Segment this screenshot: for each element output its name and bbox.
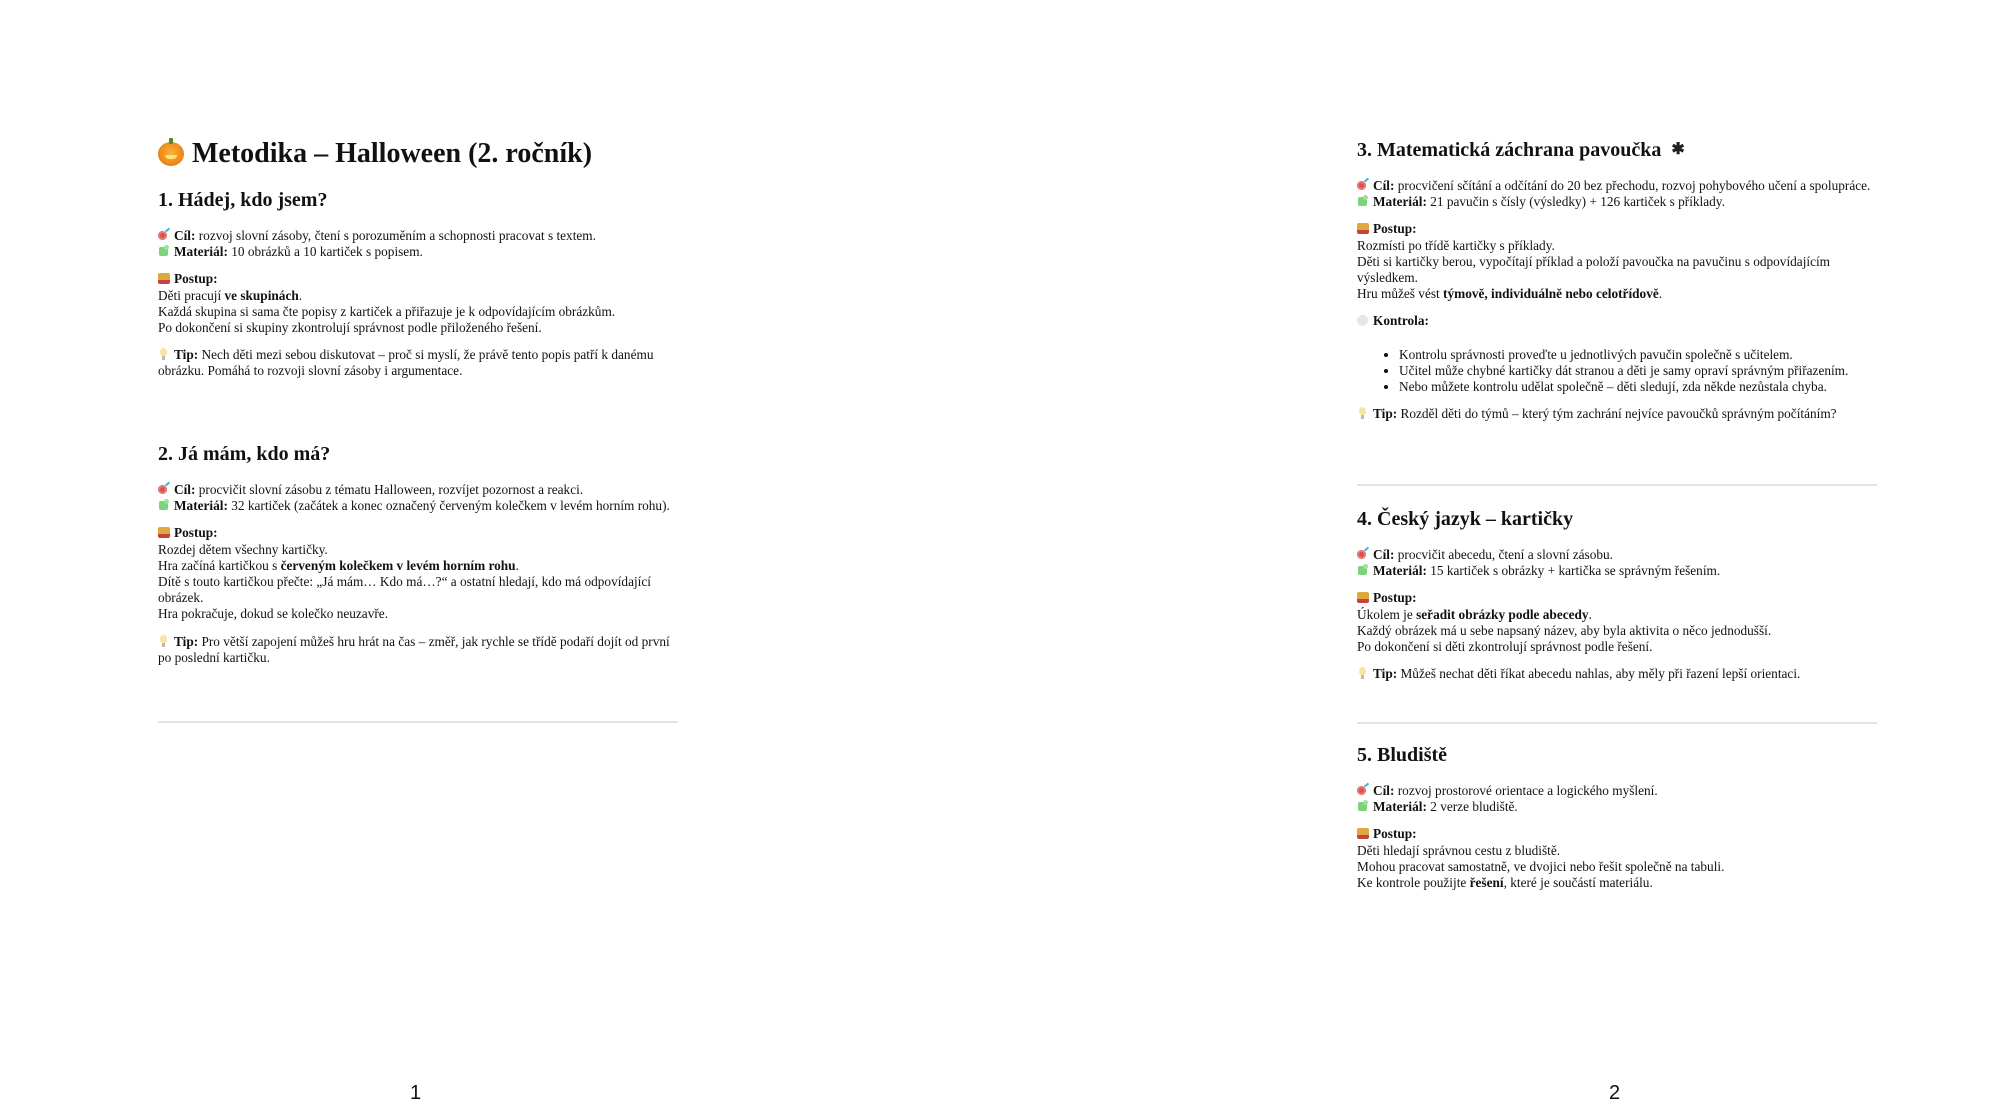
target-icon	[1357, 179, 1369, 191]
procedure-line	[1357, 639, 1879, 655]
tip-label: Tip:	[174, 347, 199, 363]
procedure-text: Ke kontrole použijte	[1357, 875, 1470, 891]
procedure-text: Po dokončení si skupiny zkontrolují správnost podle přiloženého řešení.	[158, 320, 542, 336]
material-label: Materiál:	[174, 498, 228, 514]
goal-label: Cíl:	[1373, 178, 1395, 193]
lightbulb-icon	[1357, 407, 1369, 419]
material-line	[158, 244, 680, 260]
procedure-text: Děti hledají správnou cestu z bludiště.	[1357, 842, 1561, 858]
target-icon	[158, 483, 170, 495]
procedure-heading	[158, 525, 680, 541]
procedure-text: Hra pokračuje, dokud se kolečko neuzavře.	[158, 606, 389, 622]
procedure-text: Rozmísti po třídě kartičky s příklady.	[1357, 237, 1555, 253]
procedure-bold: týmově, individuálně nebo celotřídově	[1443, 286, 1659, 302]
lightbulb-icon	[1357, 667, 1369, 679]
procedure-text-end: , které je součástí materiálu.	[1503, 875, 1653, 891]
puzzle-icon	[1357, 800, 1369, 812]
procedure-line	[1357, 843, 1879, 859]
document-title-text: Metodika – Halloween (2. ročník)	[192, 138, 593, 169]
material-text: 2 verze bludiště.	[1430, 799, 1518, 815]
tip-line	[158, 634, 680, 666]
puzzle-icon	[158, 245, 170, 257]
page-number-1: 1	[410, 1082, 422, 1104]
procedure-line	[1357, 859, 1879, 875]
goal-text: procvičit abecedu, čtení a slovní zásobu.	[1397, 547, 1614, 562]
tip-text: Rozděl děti do týmů – který tým zachrání nejvíce pavoučků správným počítáním?	[1400, 406, 1837, 422]
section-divider	[1357, 484, 1877, 486]
spider-icon: ✱	[1671, 141, 1685, 158]
procedure-heading	[1357, 826, 1879, 842]
tip-label: Tip:	[174, 633, 199, 649]
goal-label: Cíl:	[174, 228, 196, 243]
goal-text: procvičení sčítání a odčítání do 20 bez přechodu, rozvoj pohybového učení a spolupráce.	[1397, 178, 1871, 193]
procedure-line	[1357, 238, 1879, 254]
procedure-line	[1357, 875, 1879, 891]
procedure-line	[1357, 254, 1879, 286]
material-label: Materiál:	[1373, 799, 1427, 815]
section-divider	[158, 721, 678, 723]
procedure-label: Postup:	[1373, 221, 1417, 237]
procedure-bold: červeným kolečkem v levém horním rohu	[280, 557, 516, 573]
target-icon	[158, 229, 170, 241]
procedure-text: Děti pracují	[158, 287, 225, 303]
goal-line	[158, 482, 680, 498]
procedure-line	[158, 320, 680, 336]
material-line	[1357, 194, 1879, 210]
procedure-text-end: .	[1658, 286, 1663, 302]
control-item: • Učitel může chybné kartičky dát stranou a děti je samy opraví správným přiřazením.	[1399, 363, 1879, 379]
procedure-text-end: .	[515, 557, 519, 573]
section-divider	[1357, 722, 1877, 724]
control-heading	[1357, 313, 1879, 329]
procedure-text: Hru můžeš vést	[1357, 286, 1444, 302]
lightbulb-icon	[158, 635, 170, 647]
goal-text: procvičit slovní zásobu z tématu Halloween, rozvíjet pozornost a reakci.	[198, 482, 584, 497]
toolbox-icon	[1357, 591, 1369, 603]
section-title: 4. Český jazyk – kartičky	[1357, 508, 1574, 530]
procedure-text: Rozdej dětem všechny kartičky.	[158, 541, 328, 557]
check-icon	[1357, 314, 1369, 326]
tip-line	[1357, 406, 1879, 422]
target-icon	[1357, 548, 1369, 560]
puzzle-icon	[1357, 564, 1369, 576]
procedure-bold: řešení	[1469, 875, 1504, 891]
procedure-line	[158, 558, 680, 574]
goal-line	[158, 228, 680, 244]
procedure-text: Hra začíná kartičkou s	[158, 557, 281, 573]
tip-text: Nech děti mezi sebou diskutovat – proč si myslí, že právě tento popis patří k danému obrázku. Pomáhá to rozvoji slovní zásoby i argumentace.	[158, 347, 654, 379]
toolbox-icon	[1357, 827, 1369, 839]
puzzle-icon	[1357, 195, 1369, 207]
control-label: Kontrola:	[1373, 313, 1429, 329]
procedure-text: Úkolem je	[1357, 606, 1417, 622]
tip-line	[158, 347, 680, 379]
section-title: 2. Já mám, kdo má?	[158, 443, 331, 465]
toolbox-icon	[1357, 222, 1369, 234]
procedure-bold: seřadit obrázky podle abecedy	[1416, 606, 1589, 622]
section-3	[1357, 138, 1879, 422]
material-line	[1357, 799, 1879, 815]
procedure-text: Každý obrázek má u sebe napsaný název, aby byla aktivita o něco jednodušší.	[1357, 622, 1772, 638]
section-title	[1357, 138, 1879, 162]
procedure-heading	[1357, 590, 1879, 606]
lightbulb-icon	[158, 348, 170, 360]
procedure-text: Každá skupina si sama čte popisy z kartiček a přiřazuje je k odpovídajícím obrázkům.	[158, 303, 616, 319]
section-title: 5. Bludiště	[1357, 744, 1448, 766]
procedure-text: Dítě s touto kartičkou přečte: „Já mám… Kdo má…?“ a ostatní hledají, kdo má odpovídající obrázek.	[158, 574, 651, 606]
goal-line	[1357, 178, 1879, 194]
tip-label: Tip:	[1373, 666, 1398, 682]
material-text: 15 kartiček s obrázky + kartička se správným řešením.	[1430, 563, 1721, 579]
document-title	[158, 137, 592, 171]
control-item: • Kontrolu správnosti proveďte u jednotlivých pavučin společně s učitelem.	[1399, 347, 1879, 363]
page-number-2: 2	[1609, 1082, 1621, 1104]
section-title: 1. Hádej, kdo jsem?	[158, 189, 328, 211]
material-text: 32 kartiček (začátek a konec označený červeným kolečkem v levém horním rohu).	[231, 498, 670, 514]
goal-label: Cíl:	[174, 482, 196, 497]
procedure-line	[158, 542, 680, 558]
procedure-line	[158, 606, 680, 622]
toolbox-icon	[158, 272, 170, 284]
material-label: Materiál:	[174, 244, 228, 260]
puzzle-icon	[158, 499, 170, 511]
procedure-heading	[158, 271, 680, 287]
tip-text: Můžeš nechat děti říkat abecedu nahlas, aby měly při řazení lepší orientaci.	[1400, 666, 1801, 682]
material-line	[1357, 563, 1879, 579]
procedure-line	[158, 304, 680, 320]
tip-text: Pro větší zapojení můžeš hru hrát na čas – změř, jak rychle se třídě podaří dojít od první po poslední kartičku.	[158, 633, 670, 665]
tip-line	[1357, 666, 1879, 682]
procedure-line	[1357, 607, 1879, 623]
procedure-label: Postup:	[174, 271, 218, 287]
pumpkin-icon	[158, 142, 184, 166]
target-icon	[1357, 784, 1369, 796]
procedure-line	[1357, 286, 1879, 302]
procedure-heading	[1357, 221, 1879, 237]
procedure-line	[158, 574, 680, 606]
procedure-text-end: .	[298, 287, 303, 303]
section-2	[158, 442, 680, 666]
section-4	[1357, 507, 1879, 682]
material-text: 21 pavučin s čísly (výsledky) + 126 kartiček s příklady.	[1430, 194, 1725, 210]
procedure-text-end: .	[1588, 606, 1592, 622]
procedure-line	[158, 288, 680, 304]
procedure-text: Mohou pracovat samostatně, ve dvojici nebo řešit společně na tabuli.	[1357, 858, 1725, 874]
goal-text: rozvoj slovní zásoby, čtení s porozuměním a schopnosti pracovat s textem.	[198, 228, 596, 243]
procedure-bold: ve skupinách	[224, 287, 299, 303]
goal-line	[1357, 783, 1879, 799]
procedure-text: Děti si kartičky berou, vypočítají příklad a položí pavoučka na pavučinu s odpovídajícím výsledkem.	[1357, 253, 1831, 286]
section-title-text: 3. Matematická záchrana pavoučka	[1357, 139, 1662, 161]
section-1	[158, 188, 680, 380]
procedure-line	[1357, 623, 1879, 639]
goal-text: rozvoj prostorové orientace a logického myšlení.	[1397, 783, 1658, 798]
toolbox-icon	[158, 526, 170, 538]
procedure-text: Po dokončení si děti zkontrolují správnost podle řešení.	[1357, 639, 1653, 655]
section-5	[1357, 743, 1879, 891]
tip-label: Tip:	[1373, 406, 1398, 422]
control-item: • Nebo můžete kontrolu udělat společně – děti sledují, zda někde nezůstala chyba.	[1399, 379, 1879, 395]
procedure-label: Postup:	[1373, 826, 1417, 842]
procedure-label: Postup:	[1373, 590, 1417, 606]
goal-line	[1357, 547, 1879, 563]
material-label: Materiál:	[1373, 194, 1427, 210]
goal-label: Cíl:	[1373, 783, 1395, 798]
material-text: 10 obrázků a 10 kartiček s popisem.	[231, 244, 423, 260]
control-list	[1357, 347, 1879, 396]
procedure-label: Postup:	[174, 525, 218, 541]
material-line	[158, 498, 680, 514]
goal-label: Cíl:	[1373, 547, 1395, 562]
material-label: Materiál:	[1373, 563, 1427, 579]
